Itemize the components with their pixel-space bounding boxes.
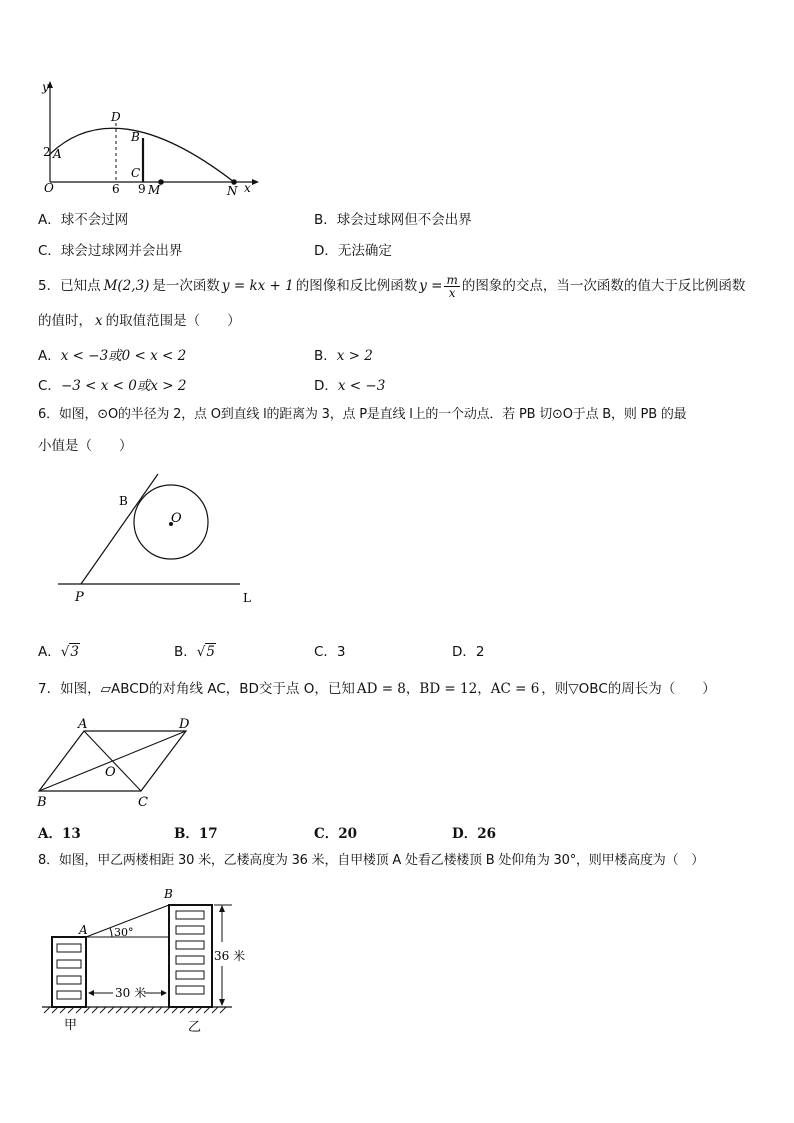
q6-option-b[interactable] — [174, 640, 216, 660]
q5-linear-function: y = kx + 1 — [221, 278, 294, 294]
q6-option-a-label: A． — [38, 644, 61, 660]
label-D: D — [111, 110, 121, 124]
q5-frac-lhs: y = — [419, 278, 443, 294]
x-axis-arrow — [252, 179, 259, 185]
q5-point-M: M(2,3) — [103, 278, 150, 294]
height-arrowhead-top — [219, 905, 225, 912]
q6-option-b-radicand: 5 — [206, 644, 215, 660]
building-yi-windows — [176, 911, 204, 994]
label-B: B — [131, 130, 140, 144]
q6-stem-line2: 小值是（ ） — [38, 438, 133, 454]
distance-arrowhead-right — [161, 990, 167, 996]
q7-option-b[interactable]: B．17 — [174, 826, 218, 842]
q5-option-c-math: −3 < x < 0或x > 2 — [60, 378, 187, 394]
q5-stem-line1 — [38, 273, 745, 299]
label-D: D — [179, 717, 190, 732]
height-arrowhead-bottom — [219, 999, 225, 1006]
q5-inverse-fraction — [444, 274, 459, 299]
q7-option-d[interactable]: D．26 — [452, 826, 496, 842]
q5-stem-line2 — [38, 312, 241, 330]
q5-text-b: 是一次函数 — [152, 278, 220, 294]
q5-option-b[interactable] — [314, 344, 373, 364]
q5-option-a-math: x < −3或0 < x < 2 — [60, 348, 187, 364]
q7-text-b: ，则▽OBC的周长为（ ） — [541, 681, 716, 697]
label-jia: 甲 — [64, 1018, 78, 1033]
q5-text-d: 的图象的交点，当一次函数的值大于反比例函数 — [461, 278, 746, 294]
q6-option-a-radicand: 3 — [70, 644, 79, 660]
height-label: 36 米 — [214, 949, 246, 963]
q7-parallelogram-figure — [34, 712, 204, 812]
q8-buildings-figure — [36, 884, 266, 1034]
angle-label: 30° — [114, 926, 134, 939]
label-A: A — [53, 147, 62, 161]
q7-option-c[interactable]: C．20 — [314, 826, 358, 842]
label-C: C — [138, 795, 148, 810]
label-A: A — [78, 717, 88, 732]
tick-9: 9 — [138, 182, 146, 196]
q5-option-d-label: D． — [314, 378, 338, 394]
label-P: P — [75, 590, 84, 605]
q7-stem — [38, 680, 716, 698]
q4-parabola-figure — [30, 78, 265, 200]
q5-option-b-label: B． — [314, 348, 337, 364]
tick-6: 6 — [112, 182, 120, 196]
q5-option-d-math: x < −3 — [337, 378, 386, 394]
q4-option-d[interactable]: D．无法确定 — [314, 243, 392, 259]
building-jia-windows — [57, 944, 81, 999]
distance-label: 30 米 — [115, 986, 147, 1000]
q5-var-x: x — [95, 313, 103, 329]
q4-option-a[interactable]: A．球不会过网 — [38, 212, 129, 228]
angle-arc — [110, 928, 112, 937]
q6-option-a[interactable] — [38, 640, 80, 660]
tick-2: 2 — [43, 145, 51, 159]
q5-option-c[interactable] — [38, 374, 186, 394]
q5-text-a: 5．已知点 — [38, 278, 101, 294]
q6-tangent-figure — [50, 470, 265, 610]
x-label: x — [244, 181, 251, 195]
q4-option-c[interactable]: C．球会过球网并会出界 — [38, 243, 183, 259]
q5-line2-b: 的取值范围是（ ） — [105, 313, 241, 329]
q7-text-a: 7．如图，▱ABCD的对角线 AC，BD交于点 O，已知 — [38, 681, 355, 697]
distance-arrowhead-left — [88, 990, 94, 996]
q6-option-b-label: B． — [174, 644, 197, 660]
q5-option-a[interactable] — [38, 344, 186, 364]
q5-line2-a: 的值时， — [38, 313, 92, 329]
q5-option-b-math: x > 2 — [336, 348, 373, 364]
label-N: N — [227, 184, 238, 198]
label-O: O — [105, 765, 116, 780]
q6-option-b-sqrt: √5 — [196, 644, 215, 660]
q5-option-a-label: A． — [38, 348, 61, 364]
q5-option-d[interactable] — [314, 374, 385, 394]
q5-text-c: 的图像和反比例函数 — [295, 278, 418, 294]
q5-frac-denominator: x — [448, 285, 456, 300]
label-l: L — [243, 591, 251, 605]
q5-frac-numerator: m — [446, 272, 458, 287]
q5-option-c-label: C． — [38, 378, 61, 394]
q6-option-d[interactable]: D．2 — [452, 644, 485, 660]
origin-label: O — [44, 181, 54, 195]
label-B: B — [119, 494, 128, 508]
q8-stem: 8．如图，甲乙两楼相距 30 米，乙楼高度为 36 米，自甲楼顶 A 处看乙楼楼顶 B 处仰角为 30°，则甲楼高度为（ ） — [38, 853, 705, 868]
label-C: C — [131, 166, 141, 180]
label-O: O — [171, 511, 182, 526]
q7-equation: AD = 8，BD = 12，AC = 6 — [356, 681, 540, 697]
q6-stem-line1: 6．如图，⊙O的半径为 2，点 O到直线 l的距离为 3，点 P是直线 l上的一个动点．若 PB 切⊙O于点 B，则 PB 的最 — [38, 407, 687, 422]
label-B: B — [37, 795, 47, 810]
q4-option-b[interactable]: B．球会过球网但不会出界 — [314, 212, 472, 228]
label-M: M — [148, 183, 161, 197]
q7-option-a[interactable]: A．13 — [38, 826, 81, 842]
label-A: A — [79, 923, 88, 937]
tangent-PB — [81, 474, 158, 584]
label-yi: 乙 — [188, 1020, 202, 1034]
y-label: y — [42, 80, 49, 94]
q6-option-a-sqrt: √3 — [60, 644, 79, 660]
q6-option-c[interactable]: C．3 — [314, 644, 346, 660]
label-B: B — [164, 887, 173, 901]
